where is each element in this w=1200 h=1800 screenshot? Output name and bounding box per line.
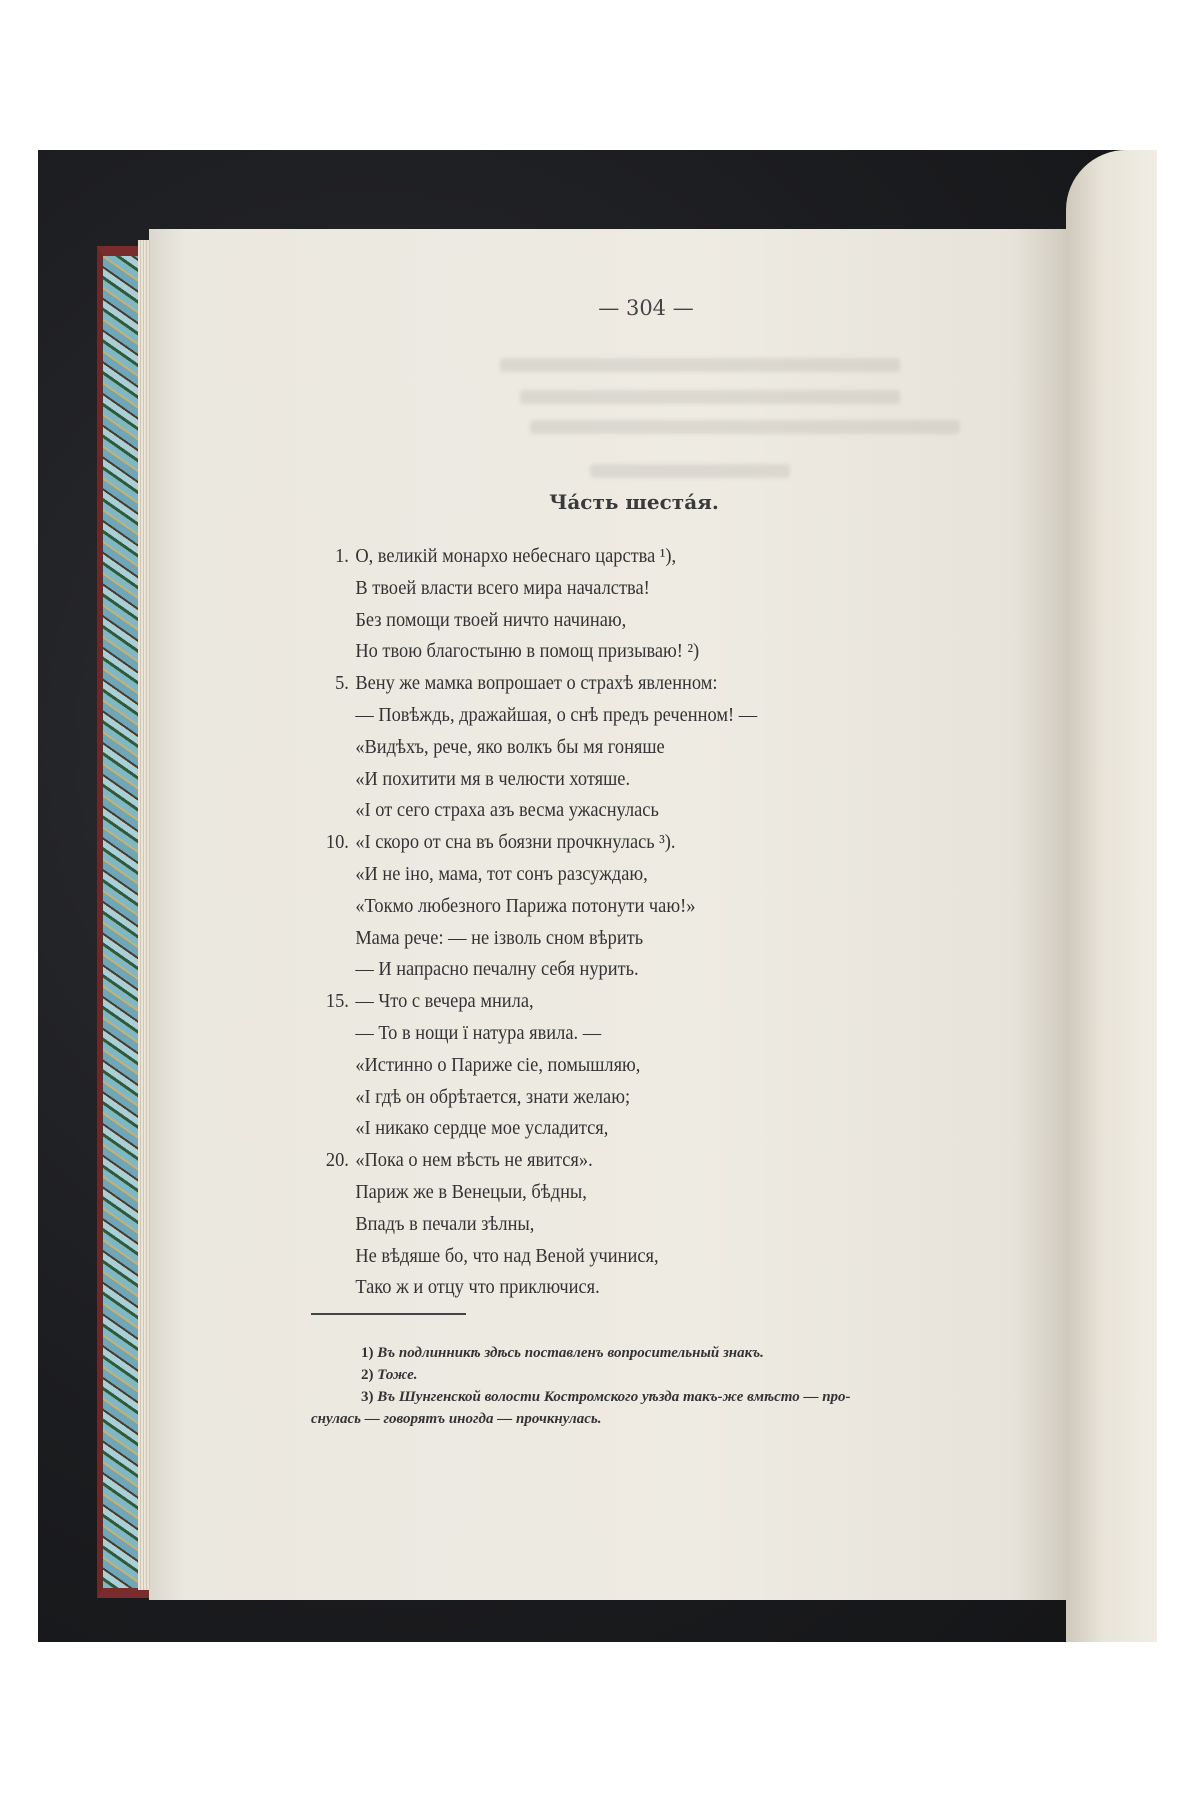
verse-text: «I гдѣ он обрѣтается, знати желаю; (355, 1085, 631, 1108)
verse-text: — И напрасно печалну себя нурить. (355, 958, 639, 981)
verse-text: «I скоро от сна въ боязни прочкнулась ³). (355, 831, 676, 854)
verse-line (290, 1113, 934, 1145)
verse-line (290, 986, 934, 1018)
verse-text: «I от сего страха азъ весма ужаснулась (355, 799, 659, 822)
verse-text: Но твою благостыню в помощ призываю! ²) (355, 640, 700, 663)
verse-line (290, 605, 934, 637)
verse-text: В твоей власти всего мира началства! (355, 576, 650, 599)
verse-line (290, 1272, 934, 1304)
verse-line (290, 923, 934, 955)
verse-text: О, великій монархо небеснаго царства ¹), (355, 545, 677, 567)
verse-text: Мама рече: — не ізволь сном вѣрить (355, 926, 644, 949)
verse-text: «Пока о нем вѣсть не явится». (355, 1149, 593, 1172)
verse-line (290, 1018, 934, 1050)
verse-text: Впадъ в печали зѣлны, (355, 1212, 535, 1235)
verse-line (290, 700, 934, 732)
verse-line (290, 668, 934, 700)
verse-line (290, 732, 934, 764)
verse-text: Тако ж и отцу что приключися. (355, 1276, 600, 1299)
verse-text: — Повѣждь, дражайшая, о снѣ предъ реченном! — (355, 703, 758, 726)
page-edges (138, 240, 150, 1590)
page-number: — 304 — (598, 296, 694, 320)
verse-number: 15. (325, 990, 349, 1013)
verse-text: «Видѣхъ, рече, яко волкъ бы мя гоняше (355, 735, 665, 758)
poem-verses (290, 541, 990, 1304)
verse-line (290, 1241, 934, 1273)
chapter-title: Ча́сть шеста́я. (549, 490, 719, 514)
footnote-rule (311, 1313, 466, 1315)
verse-text: Без помощи твоей ничто начинаю, (355, 608, 627, 631)
verse-text: «Токмо любезного Парижа потонути чаю!» (355, 894, 696, 917)
verse-text: — То в нощи ї натура явила. — (355, 1021, 602, 1044)
verse-line (290, 1145, 934, 1177)
bleed-through (590, 464, 790, 478)
verse-line (290, 827, 934, 859)
verse-number: 20. (325, 1149, 349, 1172)
verse-number: 10. (325, 831, 349, 854)
verse-number: 1. (335, 545, 349, 567)
bleed-through (530, 420, 960, 434)
verse-line (290, 795, 934, 827)
verse-text: «И похитити мя в челюсти хотяше. (355, 767, 631, 790)
verse-text: Париж же в Венецыи, бѣдны, (355, 1180, 587, 1203)
verse-text: «Истинно о Париже сіе, помышляю, (355, 1053, 641, 1076)
verse-line (290, 859, 934, 891)
verse-line (290, 1050, 934, 1082)
footnote-3: 3) Въ Шунгенской волости Костромского уѣзда такъ-же вмѣсто — про- (361, 1389, 851, 1405)
verse-line (290, 1209, 934, 1241)
footnote-3-continuation: снулась — говорятъ иногда — прочкнулась. (311, 1411, 602, 1427)
verse-line (290, 636, 934, 668)
verse-number: 5. (335, 672, 349, 695)
verse-line (290, 954, 934, 986)
bleed-through (500, 358, 900, 372)
footnote-2: 2) Тоже. (361, 1367, 418, 1383)
verse-line (290, 1082, 934, 1114)
verse-line (290, 764, 934, 796)
verse-text: «I никако сердце мое усладится, (355, 1117, 609, 1140)
verse-text: Вену же мамка вопрошает о страхѣ явленном: (355, 672, 718, 695)
verse-line (290, 891, 934, 923)
bleed-through (520, 390, 900, 404)
verse-text: «И не іно, мама, тот сонъ разсуждаю, (355, 862, 648, 885)
verse-text: Не вѣдяше бо, что над Веной учинися, (355, 1244, 659, 1267)
footnote-1: 1) Въ подлинникѣ здѣсь поставленъ вопросительный знакъ. (361, 1345, 764, 1361)
verse-text: — Что с вечера мнила, (355, 990, 534, 1013)
verse-line (290, 573, 934, 605)
verse-line (290, 1177, 934, 1209)
facing-page (1066, 150, 1157, 1642)
verse-line (290, 541, 934, 573)
